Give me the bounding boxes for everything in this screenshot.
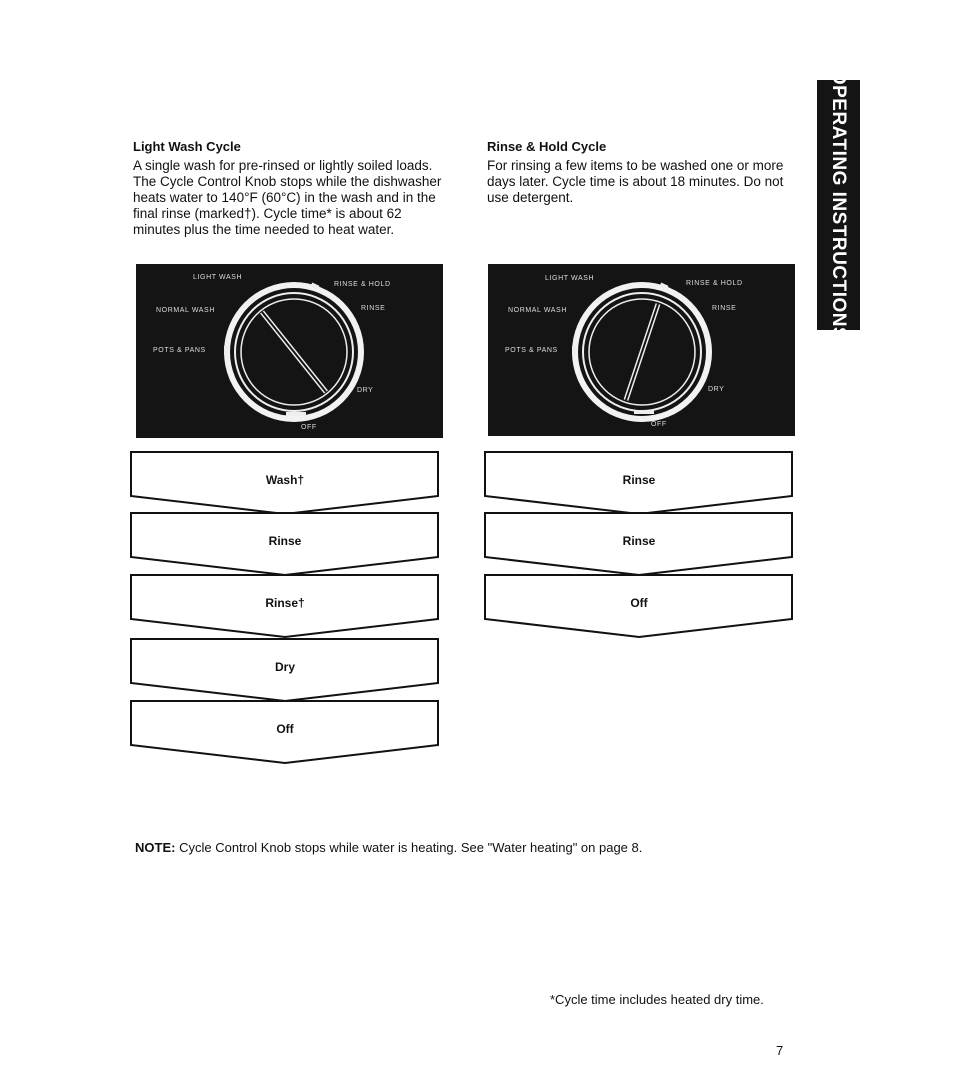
text-line: days later. Cycle time is about 18 minutes. Do not — [487, 174, 784, 189]
cycle-step — [130, 512, 440, 577]
cycle-step-label: Rinse — [268, 534, 302, 548]
text-line: minutes plus the time needed to heat water. — [133, 222, 395, 237]
note-prefix: NOTE: — [135, 840, 176, 855]
cycle-step-label: Rinse† — [265, 596, 305, 610]
cycle-step — [130, 638, 440, 703]
dial-label-light-wash: LIGHT WASH — [193, 274, 243, 281]
section-tab — [817, 69, 860, 341]
note-text: Cycle Control Knob stops while water is heating. See "Water heating" on page 8. — [179, 840, 643, 855]
dial-label-pots-pans: POTS & PANS — [505, 347, 558, 354]
cycle-step — [130, 574, 440, 639]
page-number: 7 — [776, 1043, 784, 1058]
cycle-step-label: Off — [630, 596, 648, 610]
rinse-hold-description — [487, 158, 797, 206]
text-line: The Cycle Control Knob stops while the dishwasher — [133, 174, 442, 189]
cycle-step — [484, 574, 794, 639]
dial-label-rinse: RINSE — [361, 305, 386, 312]
cycle-step-label: Rinse — [622, 534, 656, 548]
cycle-step-label: Dry — [274, 660, 295, 674]
dial-label-normal-wash: NORMAL WASH — [508, 307, 567, 314]
text-line: final rinse (marked†). Cycle time* is about 62 — [133, 206, 402, 221]
section-tab-label: OPERATING INSTRUCTIONS — [828, 69, 849, 341]
text-line: A single wash for pre-rinsed or lightly soiled loads. — [133, 158, 433, 173]
cycle-step-label: Wash† — [265, 473, 305, 487]
note — [135, 840, 642, 855]
cycle-step-label: Off — [276, 722, 294, 736]
footnote: *Cycle time includes heated dry time. — [550, 992, 764, 1007]
cycle-step — [130, 451, 440, 516]
light-wash-dial-panel — [136, 264, 443, 438]
dial-label-rinse: RINSE — [712, 305, 737, 312]
dial-label-off: OFF — [651, 421, 667, 428]
text-line: For rinsing a few items to be washed one or more — [487, 158, 784, 173]
light-wash-heading: Light Wash Cycle — [133, 139, 241, 154]
rinse-hold-heading: Rinse & Hold Cycle — [487, 139, 607, 154]
light-wash-description — [133, 158, 463, 238]
cycle-step — [484, 451, 794, 516]
dial-label-dry: DRY — [708, 386, 725, 393]
text-line: use detergent. — [487, 190, 574, 205]
cycle-step-label: Rinse — [622, 473, 656, 487]
dial-label-dry: DRY — [357, 387, 374, 394]
cycle-step — [130, 700, 440, 765]
dial-label-pots-pans: POTS & PANS — [153, 347, 206, 354]
dial-label-rinse-hold: RINSE & HOLD — [686, 280, 743, 287]
dial-label-normal-wash: NORMAL WASH — [156, 307, 215, 314]
text-line: heats water to 140°F (60°C) in the wash and in the — [133, 190, 436, 205]
dial-label-light-wash: LIGHT WASH — [545, 275, 595, 282]
dial-label-off: OFF — [301, 424, 317, 431]
rinse-hold-dial-panel — [488, 264, 795, 436]
cycle-step — [484, 512, 794, 577]
dial-label-rinse-hold: RINSE & HOLD — [334, 281, 391, 288]
